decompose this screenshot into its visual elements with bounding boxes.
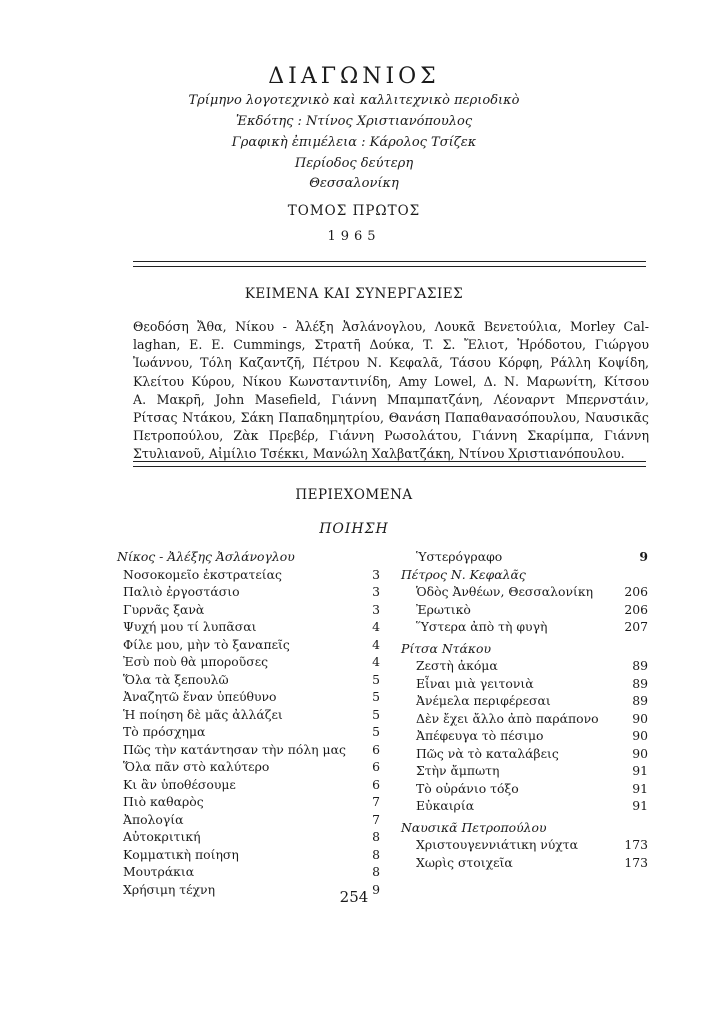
toc-entry-title: Ὕστερα ἀπὸ τὴ φυγὴ — [416, 619, 548, 634]
toc-entry-page: 5 — [372, 671, 380, 687]
toc-entry — [117, 741, 380, 759]
toc-entry-title: Ὅλα τὰ ξεπουλῶ — [123, 671, 229, 687]
toc-entry-title: Τὸ πρόσχημα — [123, 724, 206, 739]
author-heading — [398, 640, 648, 658]
year-label: 1965 — [327, 229, 381, 244]
toc-entry-page: 5 — [372, 724, 380, 739]
contributors-line: laghan, E. E. Cummings, Στρατῆ Δούκα, T. Σ. Ἔλιοτ, Ἡρόδοτου, Γιώργου — [133, 337, 649, 353]
toc-entry — [398, 692, 648, 710]
volume-label: ΤΟΜΟΣ ΠΡΩΤΟΣ — [287, 203, 421, 219]
contents-left-column — [117, 548, 380, 898]
toc-entry-page: 8 — [372, 829, 380, 844]
toc-entry-title: Χριστουγεννιάτικη νύχτα — [416, 837, 578, 852]
toc-entry-title: Εὐκαιρία — [416, 798, 475, 813]
toc-entry-title: Φίλε μου, μὴν τὸ ξαναπεῖς — [123, 636, 290, 652]
contributors-list — [133, 318, 649, 464]
toc-entry-page: 8 — [372, 846, 380, 862]
toc-entry-page: 4 — [372, 619, 380, 634]
divider-rule — [133, 466, 646, 467]
toc-entry — [117, 566, 380, 584]
toc-entry-page: 5 — [372, 706, 380, 722]
toc-entry — [117, 636, 380, 654]
toc-entry-title: Ὑστερόγραφο — [416, 549, 503, 564]
toc-entry-title: Παλιὸ ἐργοστάσιο — [123, 584, 240, 599]
toc-entry — [117, 793, 380, 811]
toc-entry-page: 89 — [632, 675, 648, 691]
toc-entry — [398, 710, 648, 728]
city-line: Θεσσαλονίκη — [309, 176, 399, 191]
period-line: Περίοδος δεύτερη — [294, 156, 414, 171]
toc-entry — [117, 671, 380, 689]
toc-entry — [398, 727, 648, 745]
toc-entry-page: 7 — [372, 794, 380, 809]
toc-entry-page: 89 — [632, 658, 648, 673]
toc-entry-title: Μουτράκια — [123, 864, 195, 879]
toc-entry — [117, 618, 380, 636]
contents-heading: ΠΕΡΙΕΧΟΜΕΝΑ — [295, 487, 413, 503]
author-heading — [398, 566, 648, 584]
toc-entry-title: Εἶναι μιὰ γειτονιὰ — [416, 675, 534, 691]
toc-entry-title: Πῶς νὰ τὸ καταλάβεις — [416, 745, 559, 761]
contributors-line: Πετροπούλου, Ζὰκ Πρεβέρ, Γιάννη Ρωσολάτου, Γιάννη Σκαρίμπα, Γιάννη — [133, 428, 649, 444]
publisher-line: Ἐκδότης : Ντίνος Χριστιανόπουλος — [235, 114, 473, 129]
toc-entry-title: Ψυχή μου τί λυπᾶσαι — [123, 619, 257, 634]
contributors-line: Κλείτου Κύρου, Νίκου Κωνσταντινίδη, Amy Lowel, Δ. Ν. Μαρωνίτη, Κίτσου — [133, 373, 649, 389]
toc-entry — [117, 653, 380, 671]
toc-entry-title: Ἐρωτικὸ — [416, 601, 471, 617]
toc-entry-page: 90 — [632, 745, 648, 761]
graphic-editor-line: Γραφικὴ ἐπιμέλεια : Κάρολος Τσίζεκ — [231, 135, 477, 150]
toc-entry — [117, 828, 380, 846]
toc-entry — [398, 548, 648, 566]
toc-entry-page: 6 — [372, 759, 380, 774]
toc-entry-page: 4 — [372, 654, 380, 669]
toc-entry-title: Κι ἂν ὑποθέσουμε — [123, 776, 236, 792]
author-heading — [117, 548, 380, 566]
toc-entry — [398, 854, 648, 872]
contributors-heading: ΚΕΙΜΕΝΑ ΚΑΙ ΣΥΝΕΡΓΑΣΙΕΣ — [244, 286, 464, 302]
toc-entry-page: 206 — [624, 584, 648, 599]
toc-entry-page: 89 — [632, 693, 648, 708]
toc-entry-page: 91 — [632, 763, 648, 778]
toc-entry — [398, 762, 648, 780]
journal-subtitle: Τρίμηνο λογοτεχνικὸ καὶ καλλιτεχνικὸ περιοδικὸ — [188, 93, 520, 108]
author-name: Νίκος - Ἀλέξης Ἀσλάνογλου — [117, 549, 295, 564]
toc-entry — [398, 583, 648, 601]
toc-entry — [117, 706, 380, 724]
toc-entry — [117, 863, 380, 881]
toc-entry-page: 9 — [639, 549, 648, 564]
toc-entry-title: Γυρνᾶς ξανὰ — [123, 601, 205, 617]
toc-entry-title: Ἀπολογία — [123, 811, 184, 827]
toc-entry-page: 91 — [632, 798, 648, 813]
toc-entry-page: 173 — [624, 854, 648, 870]
toc-entry — [117, 846, 380, 864]
toc-entry-title: Νοσοκομεῖο ἐκστρατείας — [123, 566, 282, 582]
toc-entry — [398, 601, 648, 619]
toc-entry-page: 6 — [372, 776, 380, 792]
toc-entry — [398, 657, 648, 675]
contributors-line: Στυλιανοῦ, Αἰμίλιο Τσέκκι, Μανώλη Χαλβατζάκη, Ντίνου Χριστιανόπουλου. — [133, 446, 625, 462]
toc-entry-page: 3 — [372, 601, 380, 617]
toc-entry-title: Χρήσιμη τέχνη — [123, 881, 215, 897]
author-heading — [398, 819, 648, 837]
author-name: Ναυσικᾶ Πετροπούλου — [401, 819, 547, 835]
toc-entry-page: 90 — [632, 728, 648, 743]
toc-entry — [117, 776, 380, 794]
toc-entry-title: Τὸ οὐράνιο τόξο — [416, 780, 519, 796]
author-name: Ρίτσα Ντάκου — [401, 640, 491, 656]
toc-entry-page: 6 — [372, 741, 380, 757]
toc-entry-page: 3 — [372, 566, 380, 582]
toc-entry — [117, 688, 380, 706]
toc-entry — [398, 675, 648, 693]
toc-entry-title: Πιὸ καθαρὸς — [123, 794, 204, 809]
toc-entry-title: Δὲν ἔχει ἄλλο ἀπὸ παράπονο — [416, 710, 599, 726]
journal-title: ΔΙΑΓΩΝΙΟΣ — [268, 64, 440, 89]
page-number: 254 — [339, 888, 369, 906]
toc-entry-title: Κομματικὴ ποίηση — [123, 846, 239, 862]
divider-rule — [133, 261, 646, 262]
toc-entry — [117, 758, 380, 776]
author-name: Πέτρος Ν. Κεφαλᾶς — [401, 566, 526, 582]
toc-entry-title: Στὴν ἄμπωτη — [416, 763, 500, 778]
toc-entry-title: Πῶς τὴν κατάντησαν τὴν πόλη μας — [123, 741, 346, 757]
toc-entry-title: Αὐτοκριτική — [123, 829, 201, 844]
contributors-line: Ἰωάννου, Τόλη Καζαντζῆ, Πέτρου Ν. Κεφαλᾶ, Τάσου Κόρφη, Ράλλη Κοψίδη, — [133, 355, 649, 371]
toc-entry-page: 8 — [372, 864, 380, 879]
toc-entry-page: 9 — [372, 881, 380, 897]
toc-entry-title: Ζεστὴ ἀκόμα — [416, 658, 498, 673]
toc-entry-page: 4 — [372, 636, 380, 652]
contributors-line: Ρίτσας Ντάκου, Σάκη Παπαδημητρίου, Θανάση Παπαθανασόπουλου, Ναυσικᾶς — [133, 409, 649, 425]
toc-entry-page: 207 — [624, 619, 648, 634]
toc-entry — [398, 780, 648, 798]
toc-entry-title: Ἡ ποίηση δὲ μᾶς ἀλλάζει — [123, 706, 283, 722]
toc-entry — [398, 797, 648, 815]
contents-right-column — [398, 548, 648, 871]
toc-entry-title: Χωρὶς στοιχεῖα — [416, 854, 513, 870]
toc-entry-title: Ἐσὺ ποὺ θὰ μποροῦσες — [123, 654, 269, 669]
contributors-line: Θεοδόση Ἄθα, Νίκου - Ἀλέξη Ἀσλάνογλου, Λουκᾶ Βενετούλια, Morley Cal- — [133, 319, 649, 334]
contributors-line: Α. Μακρῆ, John Masefield, Γιάννη Μπαμπατζάνη, Λέοναρντ Μπερνστάιν, — [133, 391, 649, 407]
divider-rule — [133, 461, 646, 462]
toc-entry-page: 7 — [372, 811, 380, 827]
toc-entry — [117, 723, 380, 741]
toc-entry-page: 5 — [372, 689, 380, 704]
toc-entry — [117, 811, 380, 829]
toc-entry-title: Ἀπέφευγα τὸ πέσιμο — [416, 728, 544, 743]
toc-entry-page: 90 — [632, 710, 648, 726]
toc-entry-title: Ἀνέμελα περιφέρεσαι — [416, 693, 551, 708]
toc-entry-page: 206 — [624, 601, 648, 617]
toc-entry-title: Ὅλα πᾶν στὸ καλύτερο — [123, 759, 270, 774]
toc-entry-page: 173 — [624, 837, 648, 852]
toc-entry-title: Ἀναζητῶ ἕναν ὑπεύθυνο — [123, 689, 277, 704]
toc-entry-page: 91 — [632, 780, 648, 796]
toc-entry — [398, 618, 648, 636]
toc-entry — [117, 583, 380, 601]
toc-entry-title: Ὁδὸς Ἀνθέων, Θεσσαλονίκη — [416, 584, 594, 599]
divider-rule — [133, 266, 646, 267]
toc-entry — [117, 601, 380, 619]
poetry-section-heading: ΠΟΙΗΣΗ — [319, 521, 389, 537]
toc-entry-page: 3 — [372, 584, 380, 599]
toc-entry — [398, 745, 648, 763]
toc-entry — [398, 836, 648, 854]
